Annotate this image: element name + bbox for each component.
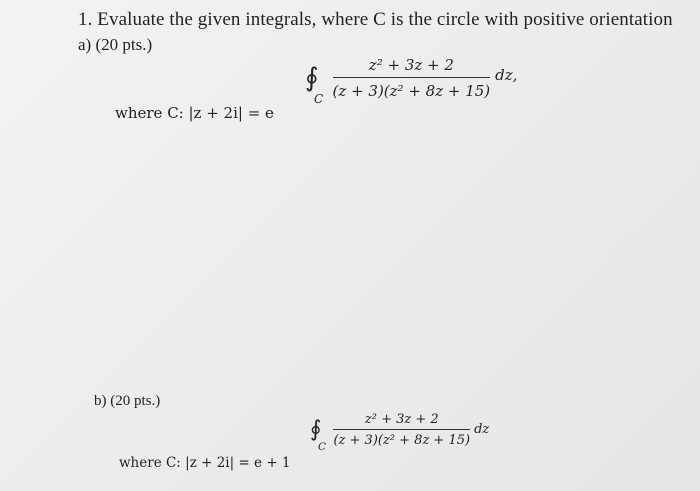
part-b-integral-sign [310, 417, 333, 453]
part-b-integral [310, 412, 490, 453]
part-b-label: b) (20 pts.) [94, 393, 161, 409]
part-a-label: a) (20 pts.) [78, 35, 153, 54]
part-a-fraction [333, 56, 491, 100]
part-b-differential: dz [474, 421, 490, 437]
part-b-denominator: (z + 3)(z² + 8z + 15) [333, 433, 471, 448]
question-title: 1. Evaluate the given integrals, where C is the circle with positive orientation [78, 9, 673, 30]
contour-integral-symbol: ∮ [305, 63, 319, 93]
part-a-denominator: (z + 3)(z² + 8z + 15) [332, 82, 491, 100]
contour-subscript: C [314, 92, 324, 106]
part-b-fraction [333, 412, 470, 448]
part-a-integral [305, 56, 518, 106]
contour-integral-symbol: ∮ [310, 417, 322, 442]
contour-subscript: C [318, 441, 327, 453]
part-b-numerator: z² + 3z + 2 [364, 412, 439, 427]
part-a-condition: where C: |z + 2i| = e [115, 104, 274, 122]
part-a-numerator: z² + 3z + 2 [368, 56, 454, 74]
part-a-integral-sign [305, 63, 333, 106]
part-a-differential: dz, [495, 66, 518, 84]
part-b-condition: where C: |z + 2i| = e + 1 [119, 455, 291, 471]
